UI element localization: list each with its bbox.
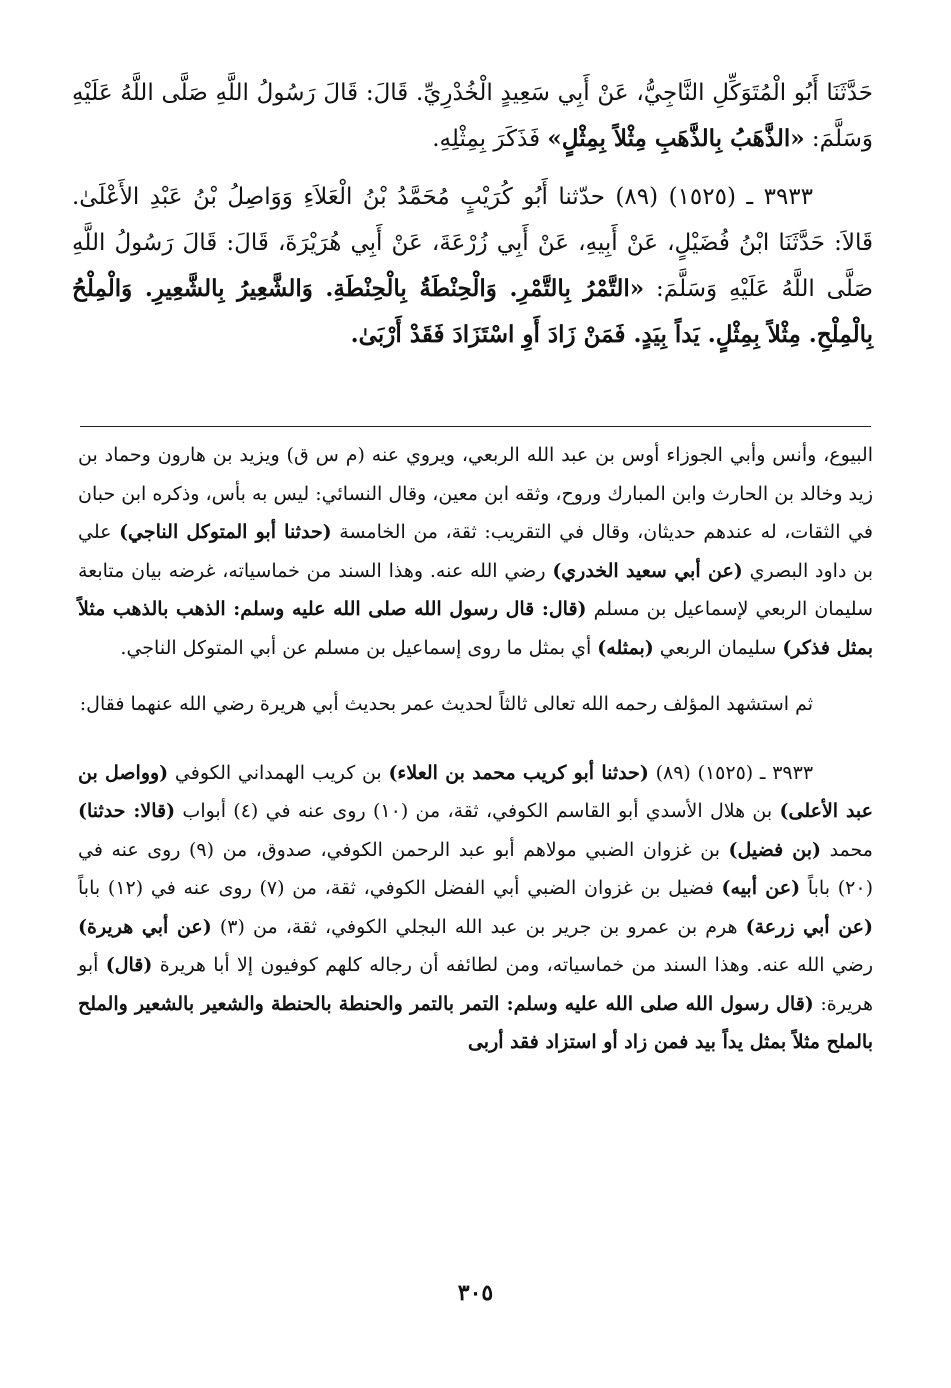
hadith-text-block <box>72 70 873 358</box>
text-run: ٣٩٣٣ ـ (١٥٢٥) (٨٩) حدّثنا أَبُو كُرَيْبٍ مُحَمَّدُ بْنُ الْعَلاَءِ وَوَاصِلُ بْنُ عَبْدِ الأَعْلَىٰ. قَالاَ: حَدَّثَنَا ابْنُ فُضَيْلٍ، عَنْ أَبِيهِ، عَنْ أَبِي زُرْعَةَ، عَنْ أَبِي هُرَيْرَةَ، قَالَ: قَالَ رَسُولُ اللَّهِ صَلَّى اللَّهُ عَلَيْهِ وَسَلَّمَ: <box>72 184 874 302</box>
page-number: ٣٠٥ <box>457 1280 494 1306</box>
bold-quote: (قال) <box>105 954 153 976</box>
hadith-quote: «التَّمْرُ بِالتَّمْرِ. وَالْحِنْطَةُ بِالْحِنْطَةِ. وَالشَّعِيرُ بِالشَّعِيرِ. وَالْمِلْحُ بِالْمِلْحِ. مِثْلاً بِمِثْلٍ. يَداً بِيَدٍ. فَمَنْ زَادَ أَوِ اسْتَزَادَ فَقَدْ أَرْبَىٰ. <box>72 275 873 348</box>
bold-quote: (قال رسول الله صلى الله عليه وسلم: التمر بالتمر والحنطة بالحنطة والشعير بالشعير والملح بالملح مثلاً بمثل يداً بيد فمن زاد أو استزاد فقد أربى <box>78 992 873 1053</box>
text-run: رضي الله عنه. وهذا السند من خماسياته، ومن لطائفه أن رجاله كلهم كوفيون إلا أبا هريرة <box>152 954 873 976</box>
text-run: محمد <box>821 838 873 861</box>
bold-quote: (عن أبي هريرة) <box>78 915 212 938</box>
text-run: أبو هريرة: <box>78 954 874 1015</box>
text-run: ثم استشهد المؤلف رحمه الله تعالى ثالثاً لحديث عمر بحديث أبي هريرة رضي الله عنهما فقال: <box>79 693 813 715</box>
bold-quote: (وواصل بن عبد الأعلى) <box>78 761 873 822</box>
text-run: هرم بن عمرو بن جرير بن عبد الله البجلي الكوفي، ثقة، من (٣) <box>211 915 746 938</box>
commentary-paragraph-3 <box>78 754 873 1062</box>
text-run: بن كريب الهمداني الكوفي <box>168 761 389 784</box>
text-run: حَدَّثَنَا أَبُو الْمُتَوَكِّلِ النَّاجِيُّ، عَنْ أَبِي سَعِيدٍ الْخُدْرِيِّ. قَالَ: قَالَ رَسُولُ اللَّهِ صَلَّى اللَّهُ عَلَيْهِ وَسَلَّمَ: <box>72 80 873 152</box>
bold-quote: (قالا: حدثنا) <box>78 800 176 822</box>
hadith-paragraph-1 <box>72 70 873 162</box>
commentary-block <box>78 436 873 1062</box>
separator-rule <box>80 426 871 427</box>
text-run: البيوع، وأنس وأبي الجوزاء أوس بن عبد الله الربعي، ويروي عنه (م س ق) ويزيد بن هارون وحماد بن زيد وخالد بن الحارث وابن المبارك وروح، وثقه ابن معين، وقال النسائي: ليس به بأس، وذكره ابن حبان في الثقات، له عندهم حديثان، وقال في التقريب: ثقة، من الخامسة <box>78 444 873 543</box>
bold-quote: (عن أبيه) <box>721 877 801 899</box>
bold-quote: (عن أبي زرعة) <box>745 915 874 938</box>
text-run: فَذَكَرَ بِمِثْلِهِ. <box>432 126 548 152</box>
hadith-quote: «الذَّهَبُ بِالذَّهَبِ مِثْلاً بِمِثْلٍ» <box>547 125 805 152</box>
commentary-paragraph-2 <box>78 685 873 724</box>
text-run: سليمان الربعي <box>653 636 783 659</box>
bold-quote: (قال: قال رسول الله صلى الله عليه وسلم: الذهب بالذهب مثلاً بمثل فذكر) <box>78 598 873 659</box>
bold-quote: (بن فضيل) <box>728 838 822 861</box>
text-run: رضي الله عنه. وهذا السند من خماسياته، غرضه بيان متابعة سليمان الربعي لإسماعيل بن مسلم <box>78 559 874 620</box>
hadith-paragraph-2 <box>72 174 873 358</box>
text-run: بن هلال الأسدي أبو القاسم الكوفي، ثقة، من (١٠) روى عنه في (٤) أبواب <box>175 800 780 822</box>
bold-quote: (عن أبي سعيد الخدري) <box>552 559 743 582</box>
text-run: بن غزوان الضبي مولاهم أبو عبد الرحمن الكوفي، صدوق، من (٩) روى عنه في (٢٠) باباً <box>78 838 873 899</box>
bold-quote: (حدثنا أبو كريب محمد بن العلاء) <box>388 761 649 784</box>
bold-quote: (بمثله) <box>597 636 654 659</box>
text-run: علي بن داود البصري <box>78 521 873 582</box>
text-run: أي بمثل ما روى إسماعيل بن مسلم عن أبي المتوكل الناجي. <box>120 636 598 659</box>
bold-quote: (حدثنا أبو المتوكل الناجي) <box>119 521 332 543</box>
text-run: ٣٩٣٣ ـ (١٥٢٥) (٨٩) <box>648 761 814 784</box>
commentary-paragraph-1 <box>78 436 873 667</box>
text-run: فضيل بن غزوان الضبي أبي الفضل الكوفي، ثقة، من (٧) روى عنه في (١٢) باباً <box>78 877 722 899</box>
